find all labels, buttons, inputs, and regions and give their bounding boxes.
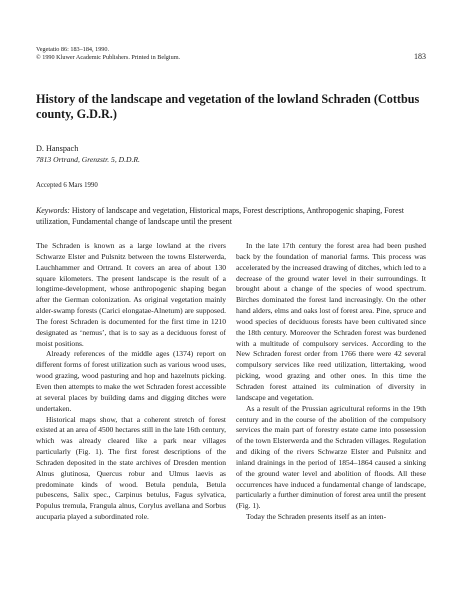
accepted-date: Accepted 6 Mars 1990 — [36, 182, 98, 189]
keywords-block — [36, 206, 426, 227]
journal-header — [36, 46, 426, 62]
publisher-line: © 1990 Kluwer Academic Publishers. Printed in Belgium. — [36, 54, 181, 61]
keywords-label: Keywords: — [36, 206, 70, 215]
page-number: 183 — [414, 52, 426, 61]
body-column-right — [236, 241, 426, 523]
paragraph: As a result of the Prussian agricultural reforms in the 19th century and in the course of the abolition of the compulsory services the main part of forestry estate came into possession of the town Elsterwerda and the Schraden villages. Regulation and diking of the rivers Schwarze Elster and Pulsnitz and inland drainings in the period of 1854–1864 caused a sinking of the ground water level and abolition of floods. All these occurrences have induced a fundamental change of landscape, particularly a further diminution of forest area until the present (Fig. 1). — [236, 403, 426, 511]
article-title: History of the landscape and vegetation of the lowland Schraden (Cottbus county, G.D.R.) — [36, 92, 420, 121]
journal-citation: Vegetatio 86: 183–184, 1990. — [36, 46, 110, 53]
author-block — [36, 143, 140, 165]
paragraph: Already references of the middle ages (1374) report on different forms of forest utilization such as various wood uses, wood grazing, wood pasturing and hop and hazelnuts picking. Even then attempts to make the wet Schraden forest accessible at several places by building dams and digging ditches were undertaken. — [36, 349, 226, 413]
body-column-left — [36, 241, 226, 523]
paragraph: In the late 17th century the forest area had been pushed back by the foundation of manorial farms. This process was accelerated by the increased drawing of ditches, which led to a decrease of the ground water level in their surroundings. It brought about a change of the species of wood spectrum. Birches dominated the forest land increasingly. On the other hand alders, elms and oaks lost of forest area. Pine, spruce and wood species of deciduous forests have been cultivated since the 18th century. Moreover the Schraden forest was burdened with a multitude of compulsory services. According to the New Schraden forest order from 1766 there were 42 several compulsory services like reed utilization, littertaking, wood picking, wood grazing and other ones. In this time the Schraden forest attained its culmination of diversity in landscape and vegetation. — [236, 241, 426, 402]
paragraph: Today the Schraden presents itself as an inten- — [246, 512, 387, 522]
article-page — [36, 0, 426, 612]
paragraph: Historical maps show, that a coherent stretch of forest existed at an area of 4500 hectares still in the late 16th century, which was already cleared like a park near villages particularly (Fig. 1). The first forest descriptions of the Schraden deposited in the state archives of Dresden mention Alnus glutinosa, Quercus robur and Ulmus laevis as predominate kinds of wood. Betula pendula, Betula pubescens, Salix spec., Carpinus betulus, Fagus sylvatica, Populus tremula, Frangula alnus, Corylus avellana and Sorbus aucuparia played a subordinated role. — [36, 414, 226, 522]
keywords-text: History of landscape and vegetation, Historical maps, Forest descriptions, Anthropogenic shaping, Forest utilization, Fundamental change of landscape until the present — [36, 206, 404, 226]
author-address: 7813 Ortrand, Grenzstr. 5, D.D.R. — [36, 155, 140, 164]
paragraph: The Schraden is known as a large lowland at the rivers Schwarze Elster and Pulsnitz between the towns Elsterwerda, Lauchhammer and Ortrand. It covers an area of about 130 square kilometers. The present landscape is the result of a longtime-development, whose anthropogenic shaping began after the German colonization. As original vegetation mainly alder-swamp forests (Carici elongatae-Alnetum) are supposed. The forest Schraden is documented for the first time in 1210 designated as ‘nemus’, that is to say as a deciduous forest of moist positions. — [36, 241, 226, 348]
author-name: D. Hanspach — [36, 144, 79, 153]
